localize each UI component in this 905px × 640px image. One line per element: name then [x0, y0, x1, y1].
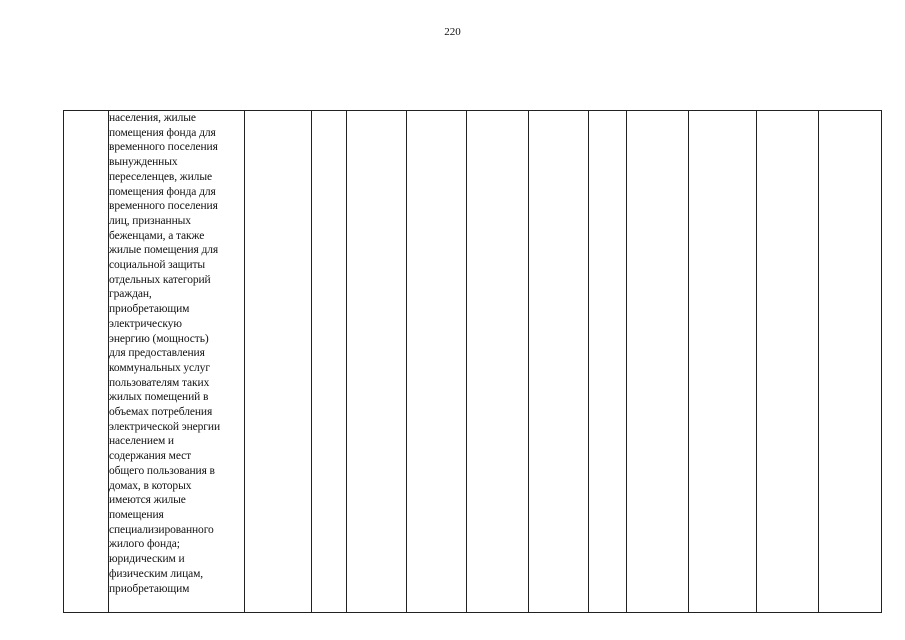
table-cell [757, 111, 819, 613]
consumer-description-cell [109, 111, 245, 613]
description-line: граждан, [109, 288, 152, 301]
description-line: вынужденных [109, 156, 178, 169]
description-line: населением и [109, 435, 174, 448]
table-cell [467, 111, 529, 613]
description-line: для предоставления [109, 347, 205, 360]
table-cell [589, 111, 627, 613]
description-line: приобретающим [109, 582, 190, 595]
description-line: жилого фонда; [109, 538, 180, 551]
description-line: электрической энергии [109, 420, 221, 433]
table-cell [689, 111, 757, 613]
description-line: временного поселения [109, 141, 218, 154]
description-line: отдельных категорий [109, 273, 211, 286]
description-line: домах, в которых [109, 479, 192, 492]
tariff-table [63, 110, 881, 613]
table-cell [529, 111, 589, 613]
description-line: временного поселения [109, 200, 218, 213]
description-line: помещения [109, 508, 164, 521]
row-number-cell [64, 111, 109, 613]
consumer-description-text [109, 111, 244, 596]
table-cell [627, 111, 689, 613]
description-line: имеются жилые [109, 494, 186, 507]
description-line: общего пользования в [109, 464, 215, 477]
description-line: коммунальных услуг [109, 361, 210, 374]
description-line: содержания мест [109, 450, 192, 463]
description-line: пользователям таких [109, 376, 210, 389]
table-cell [312, 111, 347, 613]
description-line: приобретающим [109, 303, 190, 316]
description-line: специализированного [109, 523, 214, 536]
description-line: объемах потребления [109, 406, 213, 419]
table-row [64, 111, 882, 613]
description-line: физическим лицам, [109, 567, 204, 580]
description-line: юридическим и [109, 553, 185, 566]
description-line: помещения фонда для [109, 185, 216, 198]
table-cell [407, 111, 467, 613]
table-cell [245, 111, 312, 613]
description-line: жилых помещений в [109, 391, 209, 404]
description-line: лиц, признанных [109, 214, 191, 227]
description-line: жилые помещения для [109, 244, 219, 257]
description-line: переселенцев, жилые [109, 170, 212, 183]
table-grid [63, 110, 882, 613]
description-line: электрическую [109, 317, 182, 330]
table-cell [819, 111, 882, 613]
description-line: помещения фонда для [109, 126, 216, 139]
description-line: населения, жилые [109, 112, 196, 124]
page-number: 220 [444, 26, 461, 38]
description-line: беженцами, а также [109, 229, 205, 242]
table-cell [347, 111, 407, 613]
description-line: социальной защиты [109, 259, 205, 272]
description-line: энергию (мощность) [109, 332, 209, 345]
